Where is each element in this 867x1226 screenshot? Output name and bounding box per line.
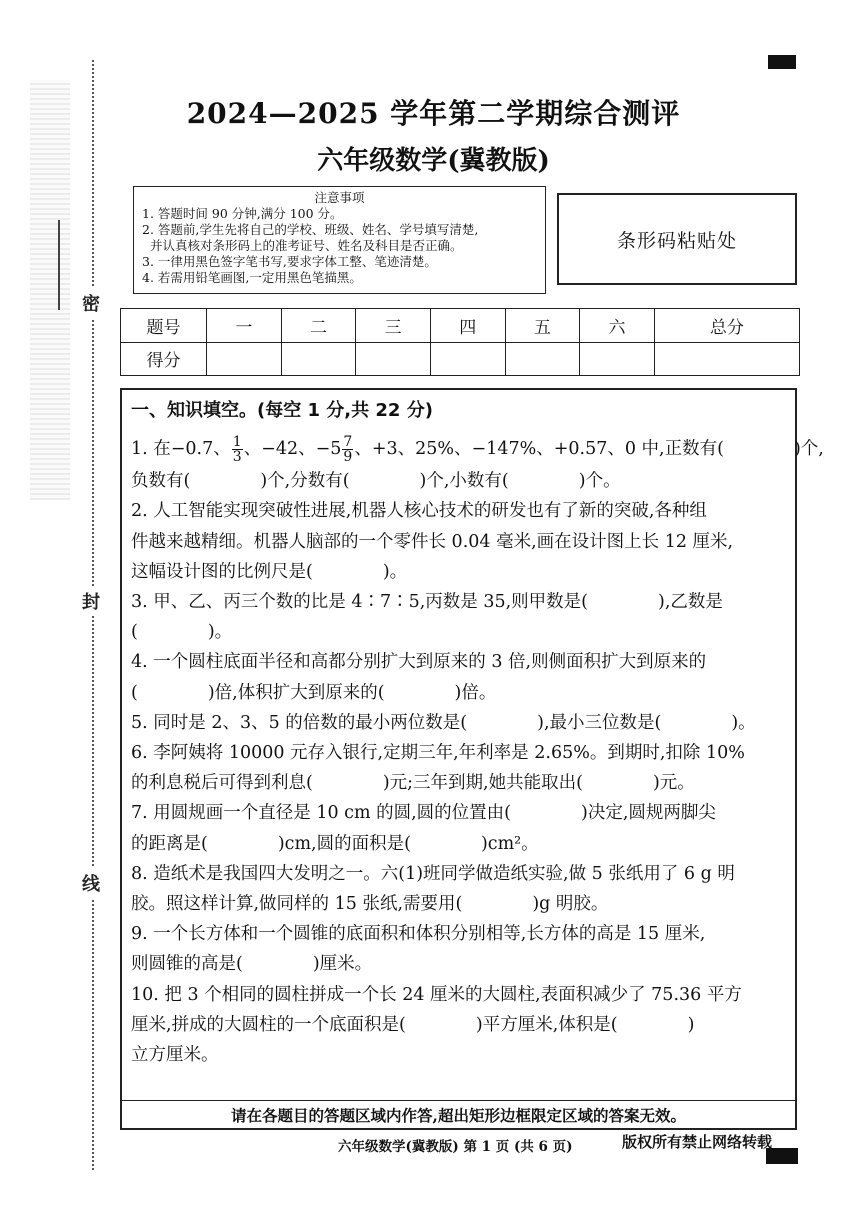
- registration-marker-top: [768, 55, 796, 69]
- notice-box: [133, 186, 546, 294]
- seal-label-mi: 密: [82, 288, 100, 318]
- seal-label-feng: 封: [82, 586, 100, 616]
- score-cell[interactable]: [505, 342, 580, 376]
- question-line: ( )倍,体积扩大到原来的( )倍。: [131, 682, 497, 703]
- score-cell[interactable]: [281, 342, 356, 376]
- score-cell[interactable]: [207, 342, 282, 376]
- question-line: 9. 一个长方体和一个圆锥的底面积和体积分别相等,长方体的高是 15 厘米,: [131, 924, 706, 945]
- fraction-numerator: 7: [343, 434, 353, 451]
- question-line: 件越来越精细。机器人脑部的一个零件长 0.04 毫米,画在设计图上长 12 厘米,: [131, 531, 734, 552]
- question-line: 的距离是( )cm,圆的面积是( )cm²。: [131, 833, 539, 854]
- barcode-label: 条形码粘贴处: [616, 229, 737, 252]
- question-line: 厘米,拼成的大圆柱的一个底面积是( )平方厘米,体积是( ): [131, 1014, 695, 1035]
- answer-region-divider: [120, 1100, 797, 1101]
- notice-title: 注意事项: [314, 190, 365, 205]
- answer-region-warning: 请在各题目的答题区域内作答,超出矩形边框限定区域的答案无效。: [231, 1106, 686, 1125]
- fraction-denominator: 3: [232, 449, 242, 466]
- question-line: 2. 人工智能实现突破性进展,机器人核心技术的研发也有了新的突破,各种组: [131, 501, 707, 522]
- question-text: 1. 在−0.7、: [131, 439, 231, 460]
- question-line: 这幅设计图的比例尺是( )。: [131, 561, 408, 582]
- score-header-cell: 二: [281, 309, 356, 343]
- notice-item: 3. 一律用黑色签字笔书写,要求字体工整、笔迹清楚。: [142, 254, 437, 269]
- score-cell[interactable]: [356, 342, 431, 376]
- seal-label-xian: 线: [82, 868, 100, 898]
- fraction-numerator: 1: [232, 434, 242, 451]
- question-line: 胶。照这样计算,做同样的 15 张纸,需要用( )g 明胶。: [131, 894, 609, 915]
- score-table-score-row: [121, 342, 800, 376]
- notice-item: 4. 若需用铅笔画图,一定用黑色笔描黑。: [142, 270, 362, 285]
- question-text: 、−42、−5: [243, 439, 342, 460]
- score-header-cell: 三: [356, 309, 431, 343]
- notice-item: 并认真核对条形码上的准考证号、姓名及科目是否正确。: [150, 238, 463, 253]
- section-1-content: [131, 396, 824, 1070]
- barcode-area: [557, 193, 797, 285]
- question-line: ( )。: [131, 622, 233, 643]
- question-line: 4. 一个圆柱底面半径和高都分别扩大到原来的 3 倍,则侧面积扩大到原来的: [131, 652, 707, 673]
- question-line: 负数有( )个,分数有( )个,小数有( )个。: [131, 471, 621, 492]
- fraction: [232, 435, 243, 464]
- score-header-cell: 题号: [121, 309, 207, 343]
- left-frame-line: [58, 220, 60, 310]
- notice-item: 2. 答题前,学生先将自己的学校、班级、姓名、学号填写清楚,: [142, 222, 479, 237]
- score-table-header-row: [121, 309, 800, 343]
- question-line: 立方厘米。: [131, 1045, 219, 1066]
- question-line: 7. 用圆规画一个直径是 10 cm 的圆,圆的位置由( )决定,圆规两脚尖: [131, 803, 716, 824]
- question-line: 6. 李阿姨将 10000 元存入银行,定期三年,年利率是 2.65%。到期时,扣除 10%: [131, 743, 745, 764]
- score-header-cell: 六: [580, 309, 655, 343]
- section-heading: 一、知识填空。(每空 1 分,共 22 分): [131, 400, 433, 421]
- question-line: [131, 432, 824, 466]
- score-header-cell: 四: [430, 309, 505, 343]
- question-line: 的利息税后可得到利息( )元;三年到期,她共能取出( )元。: [131, 773, 695, 794]
- notice-item: 1. 答题时间 90 分钟,满分 100 分。: [142, 206, 343, 221]
- exam-subtitle: 六年级数学(冀教版): [317, 146, 550, 176]
- score-cell[interactable]: [430, 342, 505, 376]
- page-footer: 六年级数学(冀教版) 第 1 页 (共 6 页): [338, 1139, 573, 1155]
- fraction: [342, 435, 353, 464]
- question-line: 5. 同时是 2、3、5 的倍数的最小两位数是( ),最小三位数是( )。: [131, 712, 756, 733]
- question-line: 10. 把 3 个相同的圆柱拼成一个长 24 厘米的大圆柱,表面积减少了 75.36 平方: [131, 984, 742, 1005]
- score-header-cell: 五: [505, 309, 580, 343]
- score-row-label: 得分: [121, 342, 207, 376]
- question-line: 8. 造纸术是我国四大发明之一。六(1)班同学做造纸实验,做 5 张纸用了 6 g 明: [131, 863, 735, 884]
- score-cell[interactable]: [580, 342, 655, 376]
- copyright-notice: 版权所有禁止网络转载: [622, 1133, 773, 1151]
- score-header-cell: 总分: [654, 309, 799, 343]
- score-table: [120, 308, 800, 376]
- score-header-cell: 一: [207, 309, 282, 343]
- exam-title: 2024—2025 学年第二学期综合测评: [186, 97, 681, 130]
- score-cell[interactable]: [654, 342, 799, 376]
- question-line: 则圆锥的高是( )厘米。: [131, 954, 373, 975]
- question-line: 3. 甲、乙、丙三个数的比是 4∶7∶5,丙数是 35,则甲数是( ),乙数是: [131, 592, 723, 613]
- question-text: 、+3、25%、−147%、+0.57、0 中,正数有( )个,: [354, 439, 824, 460]
- fraction-denominator: 9: [343, 449, 353, 466]
